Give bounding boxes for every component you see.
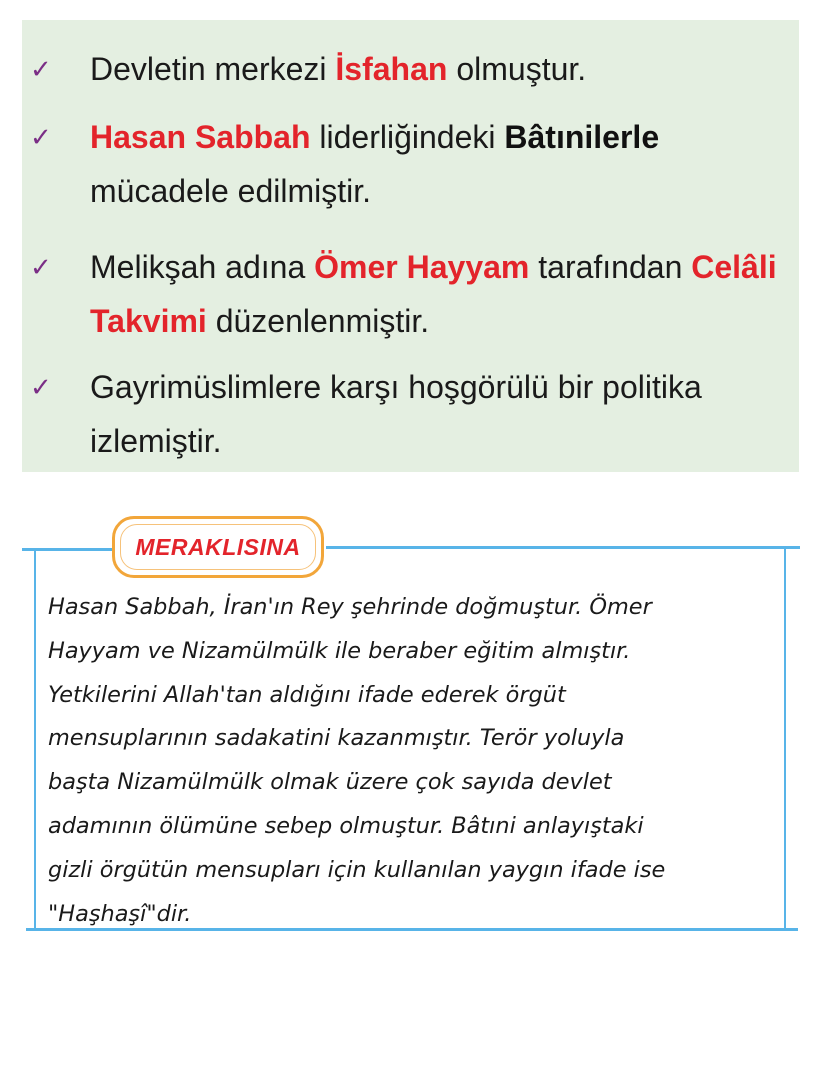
info-box-top-border [22, 548, 112, 551]
info-box-top-border [326, 546, 800, 549]
check-icon: ✓ [30, 252, 52, 282]
bullet-text: Melikşah adına Ömer Hayyam tarafından Celâli Takvimi düzenlenmiştir. [90, 249, 777, 339]
info-line: Yetkilerini Allah'tan aldığını ifade ederek örgüt [48, 681, 566, 708]
bullet-text: Devletin merkezi İsfahan olmuştur. [90, 51, 587, 87]
meraklisina-badge [112, 516, 324, 578]
check-icon: ✓ [30, 372, 52, 402]
info-line: Hasan Sabbah, İran'ın Rey şehrinde doğmuştur. Ömer [48, 594, 652, 620]
info-line: başta Nizamülmülk olmak üzere çok sayıda devlet [48, 769, 612, 796]
badge-label: MERAKLISINA [135, 533, 301, 560]
info-line: "Haşhaşî"dir. [48, 900, 192, 927]
bullet-text: Hasan Sabbah liderliğindeki Bâtınilerle mücadele edilmiştir. [90, 119, 660, 209]
bullet-text: Gayrimüslimlere karşı hoşgörülü bir politika izlemiştir. [90, 369, 702, 459]
info-line: Hayyam ve Nizamülmülk ile beraber eğitim almıştır. [48, 637, 631, 664]
info-line: adamının ölümüne sebep olmuştur. Bâtıni anlayıştaki [48, 812, 644, 839]
info-line: gizli örgütün mensupları için kullanılan yaygın ifade ise [48, 856, 666, 883]
check-icon: ✓ [30, 122, 52, 152]
check-icon: ✓ [30, 54, 52, 84]
info-paragraph [48, 586, 788, 936]
info-line: mensuplarının sadakatini kazanmıştır. Terör yoluyla [48, 725, 625, 752]
